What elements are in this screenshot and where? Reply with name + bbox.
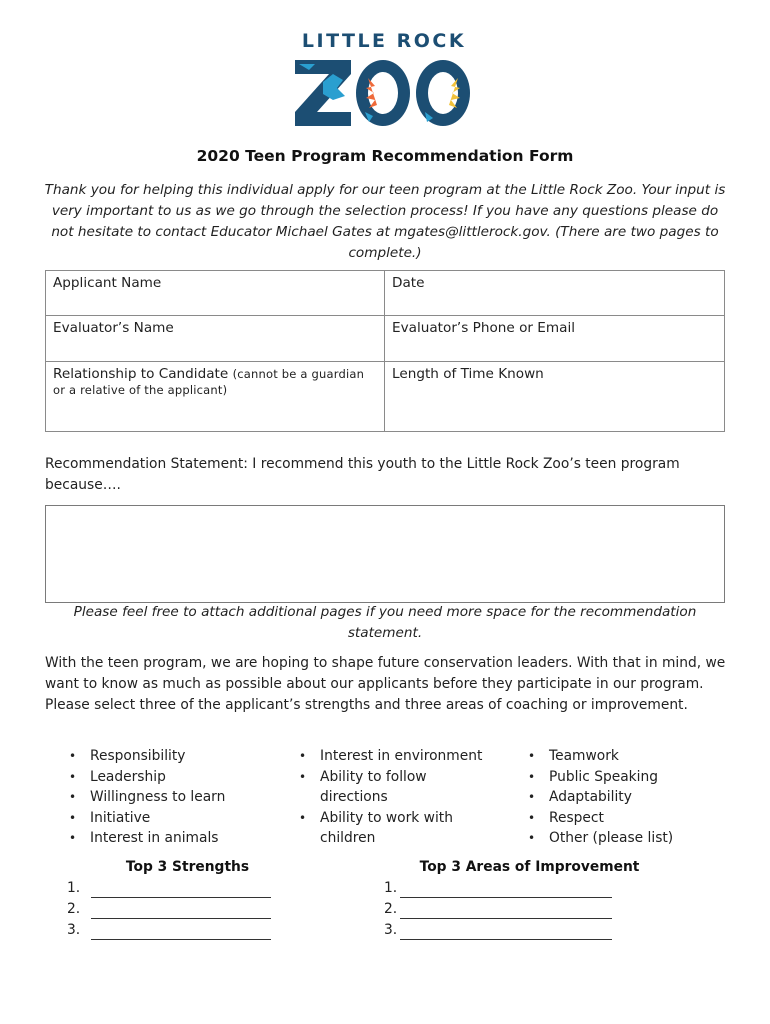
line-number: 2. [67,901,81,917]
strength-line-item [67,922,277,943]
line-number: 3. [384,922,398,938]
traits-list-col1 [67,746,267,849]
logo-zoo-graphic [293,56,475,128]
list-item: • Adaptability [526,787,726,808]
evaluator-contact-label: Evaluator’s Phone or Email [392,320,576,336]
list-item: • Ability to work with children [297,808,480,849]
length-known-field[interactable] [385,362,725,432]
evaluator-contact-field[interactable] [385,316,725,362]
improvement-heading: Top 3 Areas of Improvement [419,859,640,875]
length-known-label: Length of Time Known [392,366,544,382]
line-number: 3. [67,922,81,938]
list-item: • Interest in environment [297,746,497,767]
traits-list-col2 [297,746,497,849]
recommendation-statement-box[interactable] [45,505,725,603]
improvement-line-item [384,901,624,922]
list-item: • Responsibility [67,746,267,767]
list-item: • Other (please list) [526,828,726,849]
date-label: Date [392,275,425,291]
list-item: • Teamwork [526,746,726,767]
evaluator-name-label: Evaluator’s Name [53,320,174,336]
line-number: 1. [384,880,398,896]
recommendation-prompt: Recommendation Statement: I recommend this youth to the Little Rock Zoo’s teen program because…. [45,456,680,493]
improvement-line-item [384,880,624,901]
list-item: • Respect [526,808,726,829]
traits-list-col3 [526,746,726,849]
zoo-logo [293,30,475,128]
improvement-lines [384,880,624,943]
logo-top-text: LITTLE ROCK [301,30,467,52]
improvement-input-line[interactable] [400,897,612,898]
applicant-name-label: Applicant Name [53,275,162,291]
strength-input-line[interactable] [91,897,271,898]
intro-text: Thank you for helping this individual apply for our teen program at the Little Rock Zoo. Your input is very important to us as we go through the selection process! If you have any questions please do not hesitate to contact Educator Michael Gates at mgates@littlerock.gov. (There are two pages to complete.) [44,182,726,261]
line-number: 1. [67,880,81,896]
attach-note: Please feel free to attach additional pages if you need more space for the recommendation statement. [73,604,697,641]
evaluator-name-field[interactable] [46,316,385,362]
strengths-lines [67,880,277,943]
improvement-input-line[interactable] [400,939,612,940]
list-item: • Initiative [67,808,267,829]
list-item: • Interest in animals [67,828,267,849]
strength-line-item [67,880,277,901]
instructions-paragraph: With the teen program, we are hoping to shape future conservation leaders. With that in mind, we want to know as much as possible about our applicants before they participate in our program. Please select three of the applicant’s strengths and three areas of coaching or improvement. [45,655,726,713]
logo-letter-o-1 [356,60,410,126]
date-field[interactable] [385,271,725,316]
list-item: • Leadership [67,767,267,788]
relationship-note: (cannot be a guardian or a relative of the applicant) [53,367,365,397]
improvement-line-item [384,922,624,943]
applicant-name-field[interactable] [46,271,385,316]
strength-line-item [67,901,277,922]
logo-letter-o-2 [416,60,470,126]
list-item: • Ability to follow directions [297,767,480,808]
form-title: 2020 Teen Program Recommendation Form [196,147,574,165]
logo-letter-z [295,60,351,126]
line-number: 2. [384,901,398,917]
relationship-label: Relationship to Candidate [53,366,229,382]
list-item: • Willingness to learn [67,787,267,808]
strength-input-line[interactable] [91,918,271,919]
strength-input-line[interactable] [91,939,271,940]
strengths-heading: Top 3 Strengths [125,859,250,875]
list-item: • Public Speaking [526,767,726,788]
relationship-field[interactable] [46,362,385,432]
improvement-input-line[interactable] [400,918,612,919]
applicant-info-table [45,270,725,432]
